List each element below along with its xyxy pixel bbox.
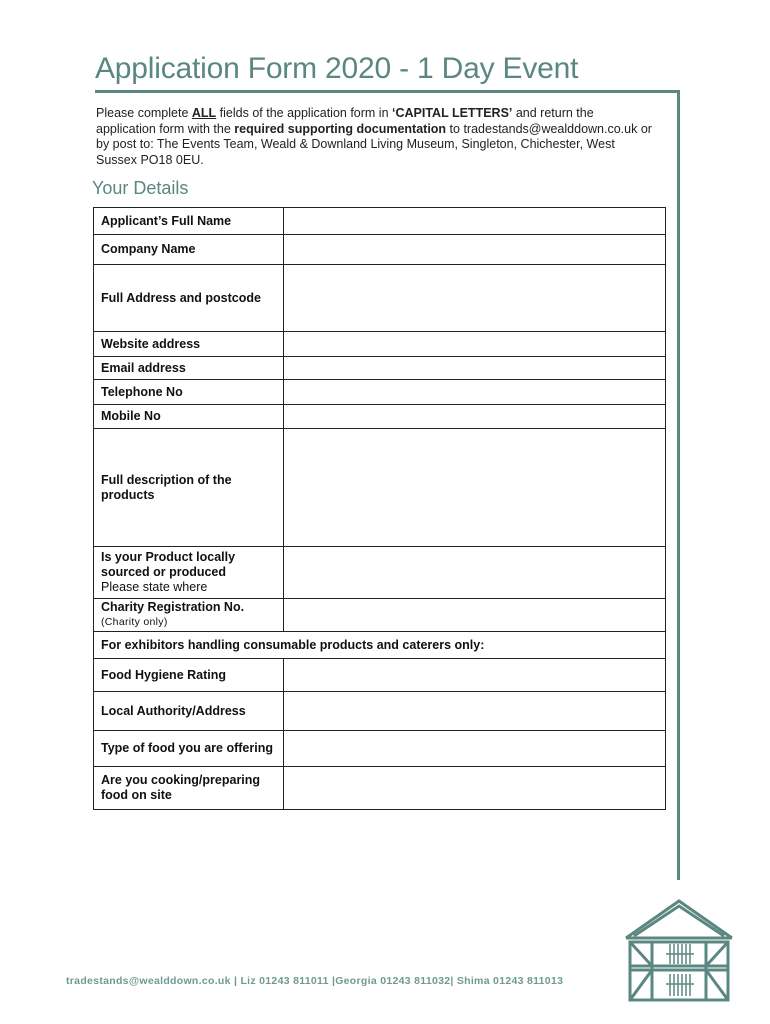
website-label: Website address bbox=[94, 332, 284, 357]
table-row bbox=[94, 632, 666, 659]
table-row bbox=[94, 265, 666, 332]
charity-label: Charity Registration No. (Charity only) bbox=[94, 599, 284, 632]
website-field[interactable] bbox=[284, 332, 666, 357]
charity-field[interactable] bbox=[284, 599, 666, 632]
food-type-field[interactable] bbox=[284, 731, 666, 767]
telephone-field[interactable] bbox=[284, 380, 666, 405]
email-field[interactable] bbox=[284, 357, 666, 380]
telephone-label: Telephone No bbox=[94, 380, 284, 405]
local-sourcing-field[interactable] bbox=[284, 547, 666, 599]
hygiene-label: Food Hygiene Rating bbox=[94, 659, 284, 692]
table-row bbox=[94, 547, 666, 599]
section-title: Your Details bbox=[92, 178, 189, 198]
food-type-label: Type of food you are offering bbox=[94, 731, 284, 767]
table-row bbox=[94, 599, 666, 632]
cooking-field[interactable] bbox=[284, 767, 666, 810]
table-row bbox=[94, 405, 666, 429]
table-row bbox=[94, 208, 666, 235]
hygiene-field[interactable] bbox=[284, 659, 666, 692]
email-label: Email address bbox=[94, 357, 284, 380]
authority-field[interactable] bbox=[284, 692, 666, 731]
description-label: Full description of the products bbox=[94, 429, 284, 547]
cooking-label: Are you cooking/preparing food on site bbox=[94, 767, 284, 810]
mobile-field[interactable] bbox=[284, 405, 666, 429]
header-rule bbox=[95, 90, 680, 93]
local-sourcing-label: Is your Product locally sourced or produced Please state where bbox=[94, 547, 284, 599]
address-label: Full Address and postcode bbox=[94, 265, 284, 332]
consumables-heading: For exhibitors handling consumable products and caterers only: bbox=[94, 632, 666, 659]
company-field[interactable] bbox=[284, 235, 666, 265]
side-rule bbox=[677, 90, 680, 880]
table-row bbox=[94, 429, 666, 547]
table-row bbox=[94, 380, 666, 405]
company-label: Company Name bbox=[94, 235, 284, 265]
application-form-table bbox=[93, 207, 666, 810]
table-row bbox=[94, 659, 666, 692]
description-field[interactable] bbox=[284, 429, 666, 547]
local-sourcing-note: Please state where bbox=[101, 580, 208, 594]
mobile-label: Mobile No bbox=[94, 405, 284, 429]
table-row bbox=[94, 357, 666, 380]
full-name-label: Applicant’s Full Name bbox=[94, 208, 284, 235]
footer-contacts: tradestands@wealddown.co.uk | Liz 01243 811011 |Georgia 01243 811032| Shima 01243 811013 bbox=[66, 975, 564, 987]
table-row bbox=[94, 332, 666, 357]
table-row bbox=[94, 767, 666, 810]
page-title: Application Form 2020 - 1 Day Event bbox=[95, 52, 579, 85]
table-row bbox=[94, 235, 666, 265]
timber-framed-house-icon bbox=[622, 896, 736, 1004]
table-row bbox=[94, 731, 666, 767]
charity-note: (Charity only) bbox=[101, 616, 168, 628]
address-field[interactable] bbox=[284, 265, 666, 332]
authority-label: Local Authority/Address bbox=[94, 692, 284, 731]
full-name-field[interactable] bbox=[284, 208, 666, 235]
table-row bbox=[94, 692, 666, 731]
intro-text: Please complete ALL fields of the application form in ‘CAPITAL LETTERS’ and return the application form with the required supporting documentation to tradestands@wealddown.co.uk or by post to: The Events Team, Weald & Downland Living Museum, Singleton, Chichester, West Sussex PO18 0EU. bbox=[96, 106, 652, 167]
